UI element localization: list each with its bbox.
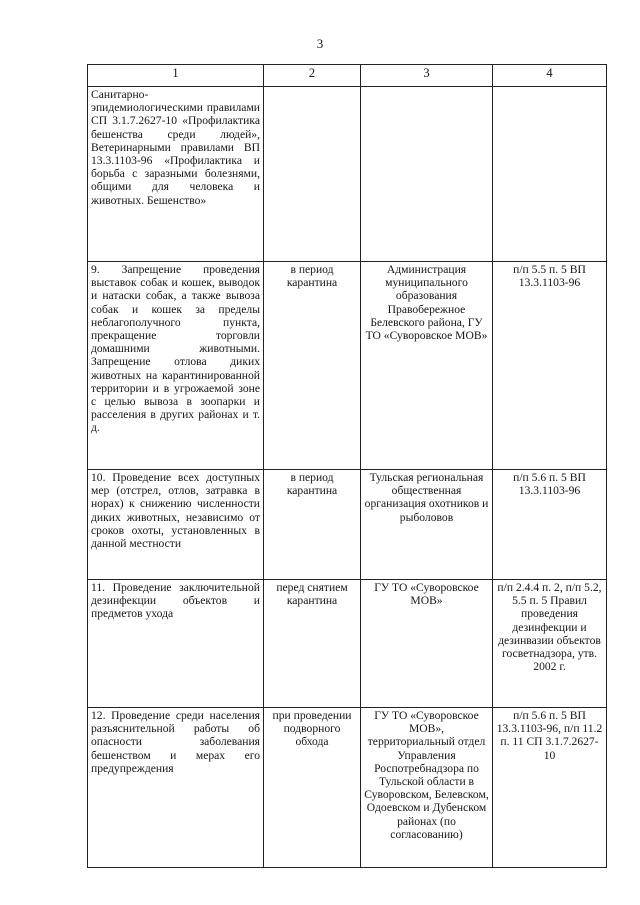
measure-cell: 10. Проведение всех доступных мер (отстрел, отлов, затравка в норах) к снижению численности диких животных, независимо от сроков охоты, установленных в данной местности [88, 470, 264, 580]
measure-cell: Санитарно-эпидемиологическими правилами СП 3.1.7.2627-10 «Профилактика бешенства среди людей», Ветеринарными правилами ВП 13.3.1103-96 «Профилактика и борьба с заразными болезнями, общими для человека и животных. Бешенство» [88, 87, 264, 262]
responsible-cell [361, 87, 493, 262]
measures-table [87, 64, 607, 868]
table-header-row [88, 65, 607, 87]
reference-cell: п/п 5.5 п. 5 ВП 13.3.1103-96 [493, 262, 607, 470]
responsible-cell: Администрация муниципального образования Правобережное Белевского района, ГУ ТО «Суворовское МОВ» [361, 262, 493, 470]
deadline-cell: в период карантина [264, 470, 361, 580]
reference-cell [493, 87, 607, 262]
page-number: 3 [316, 36, 324, 51]
reference-cell: п/п 5.6 п. 5 ВП 13.3.1103-96, п/п 11.2 п. 11 СП 3.1.7.2627-10 [493, 708, 607, 868]
column-header: 2 [264, 65, 361, 87]
column-header: 1 [88, 65, 264, 87]
deadline-cell: в период карантина [264, 262, 361, 470]
reference-cell: п/п 5.6 п. 5 ВП 13.3.1103-96 [493, 470, 607, 580]
responsible-cell: Тульская региональная общественная организация охотников и рыболовов [361, 470, 493, 580]
table-row [88, 87, 607, 262]
measure-cell: 12. Проведение среди населения разъяснительной работы об опасности заболевания бешенством и мерах его предупреждения [88, 708, 264, 868]
table-row [88, 470, 607, 580]
responsible-cell: ГУ ТО «Суворовское МОВ» [361, 580, 493, 708]
deadline-cell: перед снятием карантина [264, 580, 361, 708]
column-header: 4 [493, 65, 607, 87]
deadline-cell [264, 87, 361, 262]
measure-cell: 11. Проведение заключительной дезинфекции объектов и предметов ухода [88, 580, 264, 708]
table-row [88, 708, 607, 868]
table-row [88, 262, 607, 470]
responsible-cell: ГУ ТО «Суворовское МОВ», территориальный отдел Управления Роспотребнадзора по Тульской области в Суворовском, Белевском, Одоевском и Дубенском районах (по согласованию) [361, 708, 493, 868]
measure-cell: 9. Запрещение проведения выставок собак и кошек, выводок и натаски собак, а также вывоза собак и кошек за пределы неблагополучного пункта, прекращение торговли домашними животными. Запрещение отлова диких животных на карантинированной территории и в угрожаемой зоне с целью вывоза в зоопарки и расселения в других районах и т. д. [88, 262, 264, 470]
reference-cell: п/п 2.4.4 п. 2, п/п 5.2, 5.5 п. 5 Правил проведения дезинфекции и дезинвазии объектов госветнадзора, утв. 2002 г. [493, 580, 607, 708]
column-header: 3 [361, 65, 493, 87]
table-row [88, 580, 607, 708]
deadline-cell: при проведении подворного обхода [264, 708, 361, 868]
